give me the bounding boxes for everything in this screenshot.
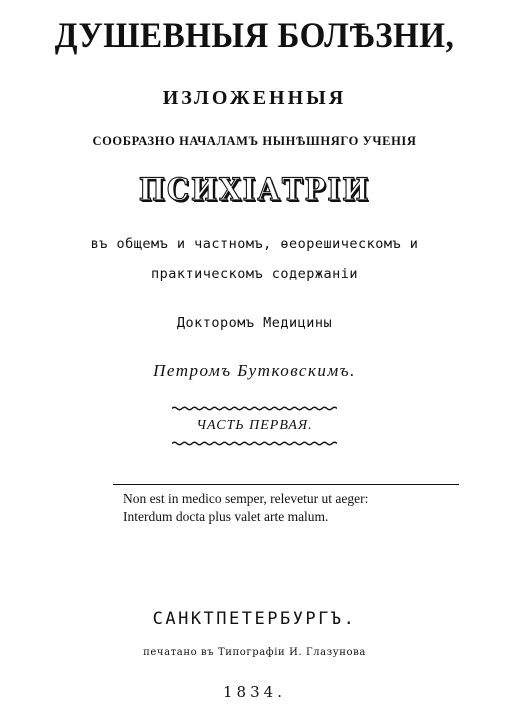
epigraph-line-2: Interdum docta plus valet arte malum.: [123, 509, 329, 524]
epigraph-rule: [113, 484, 459, 485]
science-heading: ПСИХІАТРІИ: [138, 172, 371, 208]
ornament-rule-top: [172, 406, 337, 411]
book-title: ДУШЕВНЫЯ БОЛѢЗНИ,: [54, 15, 455, 55]
epigraph: [123, 490, 463, 526]
part-label: ЧАСТЬ ПЕРВАЯ.: [196, 418, 313, 433]
content-line-1: въ общемъ и частномъ, ѳеорешическомъ и: [90, 236, 419, 252]
content-line-2: практическомъ содержаніи: [150, 266, 359, 282]
according-line: СООБРАЗНО НАЧАЛАМЪ НЫНѢШНЯГО УЧЕНІЯ: [92, 134, 417, 148]
publication-city: САНКТПЕТЕРБУРГЪ.: [152, 609, 357, 629]
book-subtitle: ИЗЛОЖЕННЫЯ: [162, 87, 347, 109]
publication-year: 1834.: [223, 683, 286, 701]
epigraph-line-1: Non est in medico semper, relevetur ut aeger:: [123, 491, 369, 506]
by-line: Докторомъ Медицины: [176, 315, 333, 331]
author-name: Петромъ Бутковскимъ.: [153, 361, 356, 380]
ornament-rule-bottom: [172, 441, 337, 446]
printer-line: печатано въ Типографіи И. Глазунова: [143, 647, 366, 658]
